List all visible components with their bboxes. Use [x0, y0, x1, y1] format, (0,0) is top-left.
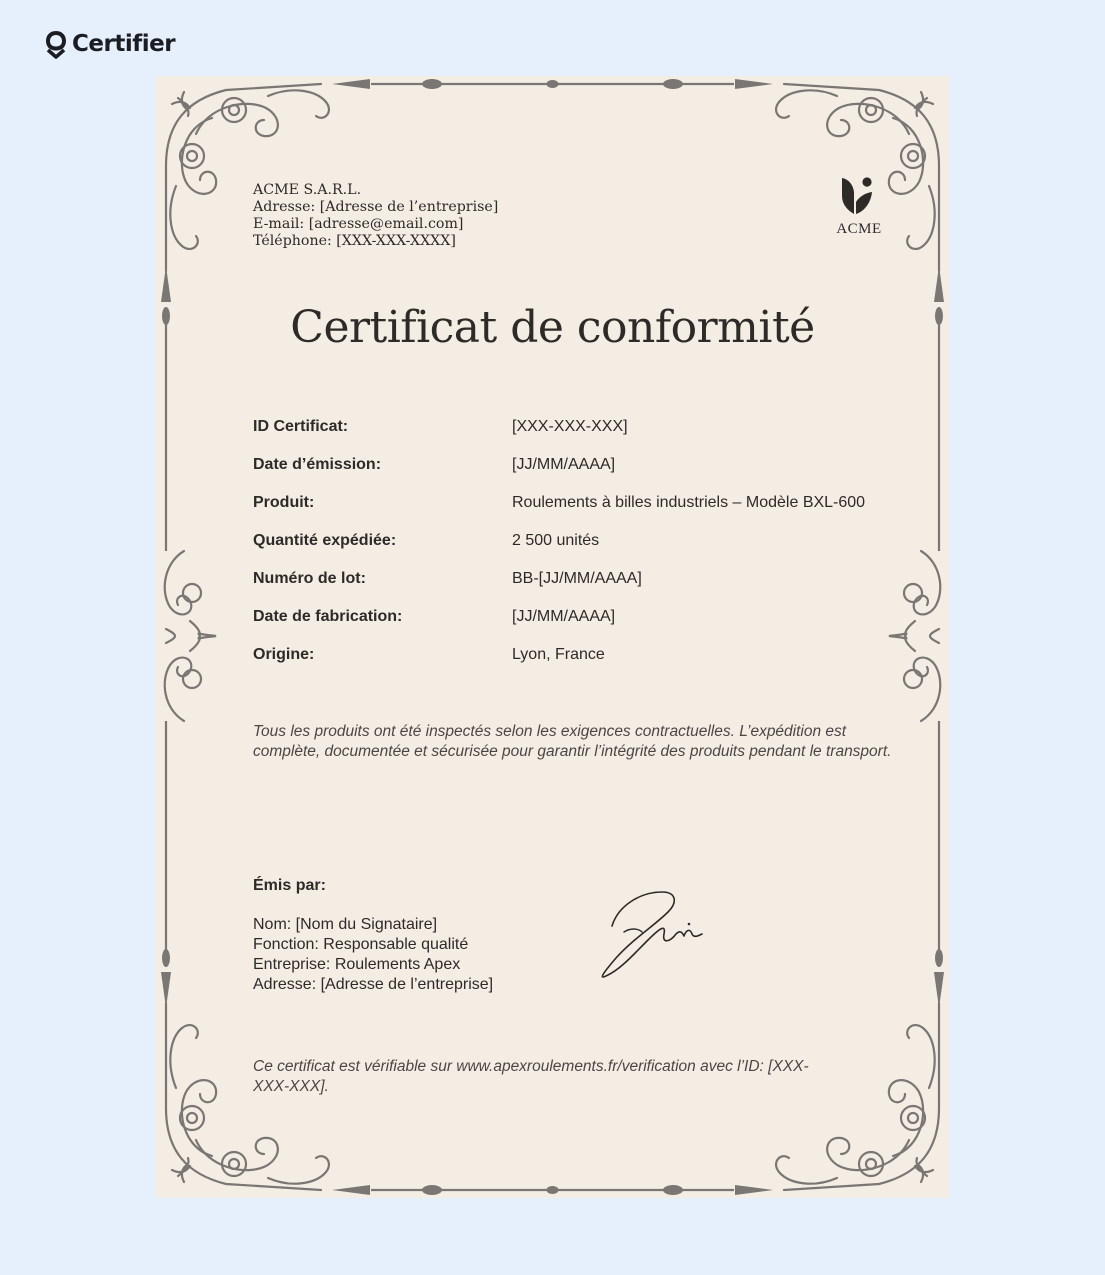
detail-row	[253, 416, 913, 454]
certificate-document	[156, 76, 949, 1198]
detail-row	[253, 530, 913, 568]
detail-row	[253, 492, 913, 530]
certificate-details	[253, 416, 913, 682]
verification-note: Ce certificat est vérifiable sur www.apexroulements.fr/verification avec l’ID: [XXX-XXX-XXX].	[253, 1058, 809, 1095]
detail-value: 2 500 unités	[512, 532, 600, 549]
company-phone: Téléphone: [XXX-XXX-XXXX]	[253, 233, 456, 249]
detail-value: [JJ/MM/AAAA]	[512, 608, 616, 625]
detail-value: Lyon, France	[512, 646, 605, 663]
inspection-statement: Tous les produits ont été inspectés selon les exigences contractuelles. L’expédition est complète, documentée et sécurisée pour garantir l’intégrité des produits pendant le transport.	[253, 723, 892, 760]
acme-logo-icon	[839, 176, 879, 218]
signature	[594, 888, 710, 980]
detail-label: Quantité expédiée:	[253, 532, 397, 549]
certificate-title: Certificat de conformité	[290, 302, 815, 353]
issuer-name: Nom: [Nom du Signataire]	[253, 916, 438, 933]
company-name: ACME S.A.R.L.	[253, 182, 362, 198]
issuer-info	[253, 915, 493, 995]
detail-value: Roulements à billes industriels – Modèle BXL-600	[512, 494, 866, 511]
certifier-logo-icon	[44, 29, 68, 59]
detail-label: ID Certificat:	[253, 418, 349, 435]
detail-label: Date d’émission:	[253, 456, 382, 473]
acme-logo	[826, 176, 892, 238]
company-info	[253, 182, 498, 250]
issuer-company: Entreprise: Roulements Apex	[253, 956, 461, 973]
detail-label: Date de fabrication:	[253, 608, 403, 625]
detail-row	[253, 568, 913, 606]
issuer-role: Fonction: Responsable qualité	[253, 936, 469, 953]
detail-label: Produit:	[253, 494, 315, 511]
detail-label: Origine:	[253, 646, 315, 663]
certifier-brand[interactable]	[44, 29, 175, 59]
detail-label: Numéro de lot:	[253, 570, 366, 587]
issued-by-heading: Émis par:	[253, 877, 326, 894]
company-address: Adresse: [Adresse de l’entreprise]	[253, 199, 499, 215]
detail-value: [XXX-XXX-XXX]	[512, 418, 628, 435]
company-email: E-mail: [adresse@email.com]	[253, 216, 464, 232]
detail-row	[253, 644, 913, 682]
detail-row	[253, 454, 913, 492]
acme-logo-text: ACME	[836, 221, 882, 237]
detail-value: [JJ/MM/AAAA]	[512, 456, 616, 473]
issuer-address: Adresse: [Adresse de l’entreprise]	[253, 976, 494, 993]
brand-name: Certifier	[72, 31, 176, 57]
detail-value: BB-[JJ/MM/AAAA]	[512, 570, 642, 587]
detail-row	[253, 606, 913, 644]
